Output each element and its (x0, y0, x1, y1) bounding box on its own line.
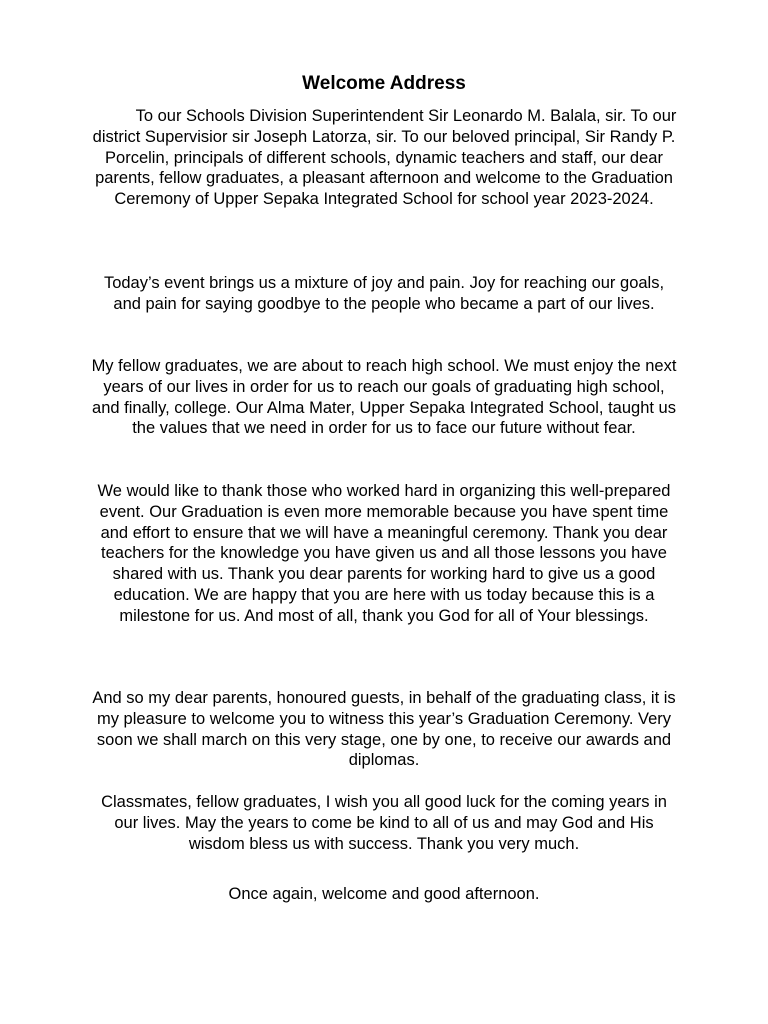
paragraph-welcome-guests: And so my dear parents, honoured guests, in behalf of the graduating class, it is my pleasure to welcome you to witness this year’s Graduation Ceremony. Very soon we shall march on this very stage, one by one, to receive our awards and diplomas. (92, 689, 676, 770)
paragraph-greeting (88, 106, 680, 210)
paragraph-greeting-text: To our Schools Division Superintendent Sir Leonardo M. Balala, sir. To our district Supervisior sir Joseph Latorza, sir. To our beloved principal, Sir Randy P. Porcelin, principals of different schools, dynamic teachers and staff, our dear parents, fellow graduates, a pleasant afternoon and welcome to the Graduation Ceremony of Upper Sepaka Integrated School for school year 2023-2024. (92, 107, 677, 209)
paragraph-joy-and-pain: Today’s event brings us a mixture of joy and pain. Joy for reaching our goals, and pain for saying goodbye to the people who became a part of our lives. (103, 274, 665, 313)
document-title: Welcome Address (302, 73, 466, 94)
paragraph-closing: Once again, welcome and good afternoon. (228, 885, 540, 903)
paragraph-fellow-graduates: My fellow graduates, we are about to reach high school. We must enjoy the next years of our lives in order for us to reach our goals of graduating high school, and finally, college. Our Alma Mater, Upper Sepaka Integrated School, taught us the values that we need in order for us to face our future without fear. (91, 357, 677, 438)
paragraph-good-luck: Classmates, fellow graduates, I wish you all good luck for the coming years in our lives. May the years to come be kind to all of us and may God and His wisdom bless us with success. Thank you very much. (101, 793, 667, 853)
paragraph-thanks: We would like to thank those who worked hard in organizing this well-prepared event. Our Graduation is even more memorable because you have spent time and effort to ensure that we will have a meaningful ceremony. Thank you dear teachers for the knowledge you have given us and all those lessons you have shared with us. Thank you dear parents for working hard to give us a good education. We are happy that you are here with us today because this is a milestone for us. And most of all, thank you God for all of Your blessings. (97, 482, 671, 625)
